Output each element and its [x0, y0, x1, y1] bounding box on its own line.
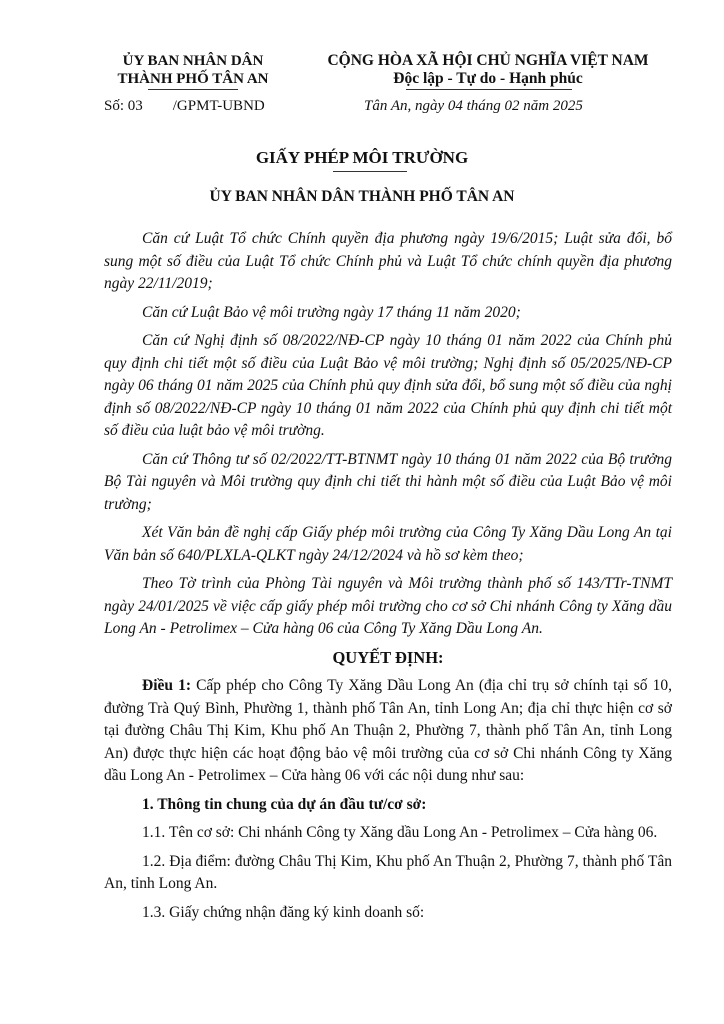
number-suffix: /GPMT-UBND — [172, 98, 265, 114]
article-1-text: Cấp phép cho Công Ty Xăng Dầu Long An (địa chỉ trụ sở chính tại số 10, đường Trà Quý Bình, Phường 1, thành phố Tân An, tỉnh Long An; địa chỉ thực hiện cơ sở tại đường Châu Thị Kim, Khu phố An Thuận 2, Phường 7, thành phố Tân An, tỉnh Long An) được thực hiện các hoạt động bảo vệ môi trường của cơ sở Chi nhánh Công ty Xăng dầu Long An - Petrolimex – Cửa hàng 06 với các nội dung như sau: — [104, 677, 672, 784]
motto-underline — [406, 89, 572, 90]
document-body — [104, 228, 672, 930]
item-1-1: 1.1. Tên cơ sở: Chi nhánh Công ty Xăng dầu Long An - Petrolimex – Cửa hàng 06. — [142, 824, 658, 841]
document-date: Tân An, ngày 04 tháng 02 năm 2025 — [364, 98, 583, 114]
number-prefix: Số: 03 — [104, 98, 143, 114]
document-title: GIẤY PHÉP MÔI TRƯỜNG — [255, 148, 469, 167]
legal-basis-5: Xét Văn bản đề nghị cấp Giấy phép môi trường của Công Ty Xăng Dầu Long An tại Văn bản số 640/PLXLA-QLKT ngày 24/12/2024 và hồ sơ kèm theo; — [104, 524, 672, 564]
title-underline — [333, 171, 407, 172]
section-1-heading: 1. Thông tin chung của dự án đầu tư/cơ sở: — [142, 795, 427, 813]
article-1-label: Điều 1: — [142, 677, 191, 694]
document-number — [104, 98, 265, 115]
issuer-heading: ỦY BAN NHÂN DÂN THÀNH PHỐ TÂN AN — [209, 188, 515, 205]
issuing-agency — [88, 52, 298, 88]
national-motto — [318, 52, 658, 88]
item-1-2: 1.2. Địa điểm: đường Châu Thị Kim, Khu phố An Thuận 2, Phường 7, thành phố Tân An, tỉnh Long An. — [104, 852, 672, 892]
legal-basis-3: Căn cứ Nghị định số 08/2022/NĐ-CP ngày 10 tháng 01 năm 2022 của Chính phủ quy định chi tiết một số điều của Luật Bảo vệ môi trường; Nghị định số 05/2025/NĐ-CP ngày 06 tháng 01 năm 2025 của Chính phủ quy định sửa đổi, bổ sung một số điều của nghị định số 08/2022/NĐ-CP ngày 10 tháng 01 năm 2022 của Chính phủ quy định chi tiết một số điều của luật bảo vệ môi trường. — [104, 332, 672, 439]
agency-line-2: THÀNH PHỐ TÂN AN — [117, 71, 269, 87]
article-1 — [104, 675, 672, 788]
legal-basis-6: Theo Tờ trình của Phòng Tài nguyên và Môi trường thành phố số 143/TTr-TNMT ngày 24/01/2025 về việc cấp giấy phép môi trường cho cơ sở Chi nhánh Công ty Xăng dầu Long An - Petrolimex – Cửa hàng 06 của Công Ty Xăng Dầu Long An. — [104, 575, 672, 637]
item-1-3: 1.3. Giấy chứng nhận đăng ký kinh doanh số: — [142, 903, 425, 921]
legal-basis-1: Căn cứ Luật Tổ chức Chính quyền địa phương ngày 19/6/2015; Luật sửa đổi, bổ sung một số điều của Luật Tổ chức Chính phủ và Luật Tổ chức chính quyền địa phương ngày 22/11/2019; — [104, 230, 672, 292]
agency-line-1: ỦY BAN NHÂN DÂN — [122, 53, 264, 69]
agency-underline — [148, 89, 238, 90]
legal-basis-4: Căn cứ Thông tư số 02/2022/TT-BTNMT ngày 10 tháng 01 năm 2022 của Bộ trưởng Bộ Tài nguyên và Môi trường quy định chi tiết thi hành một số điều của Luật Bảo vệ môi trường; — [104, 450, 672, 513]
nation-line-1: CỘNG HÒA XÃ HỘI CHỦ NGHĨA VIỆT NAM — [327, 52, 649, 69]
decision-heading: QUYẾT ĐỊNH: — [332, 647, 444, 667]
nation-line-2: Độc lập - Tự do - Hạnh phúc — [393, 70, 583, 87]
legal-basis-2: Căn cứ Luật Bảo vệ môi trường ngày 17 tháng 11 năm 2020; — [142, 303, 521, 321]
